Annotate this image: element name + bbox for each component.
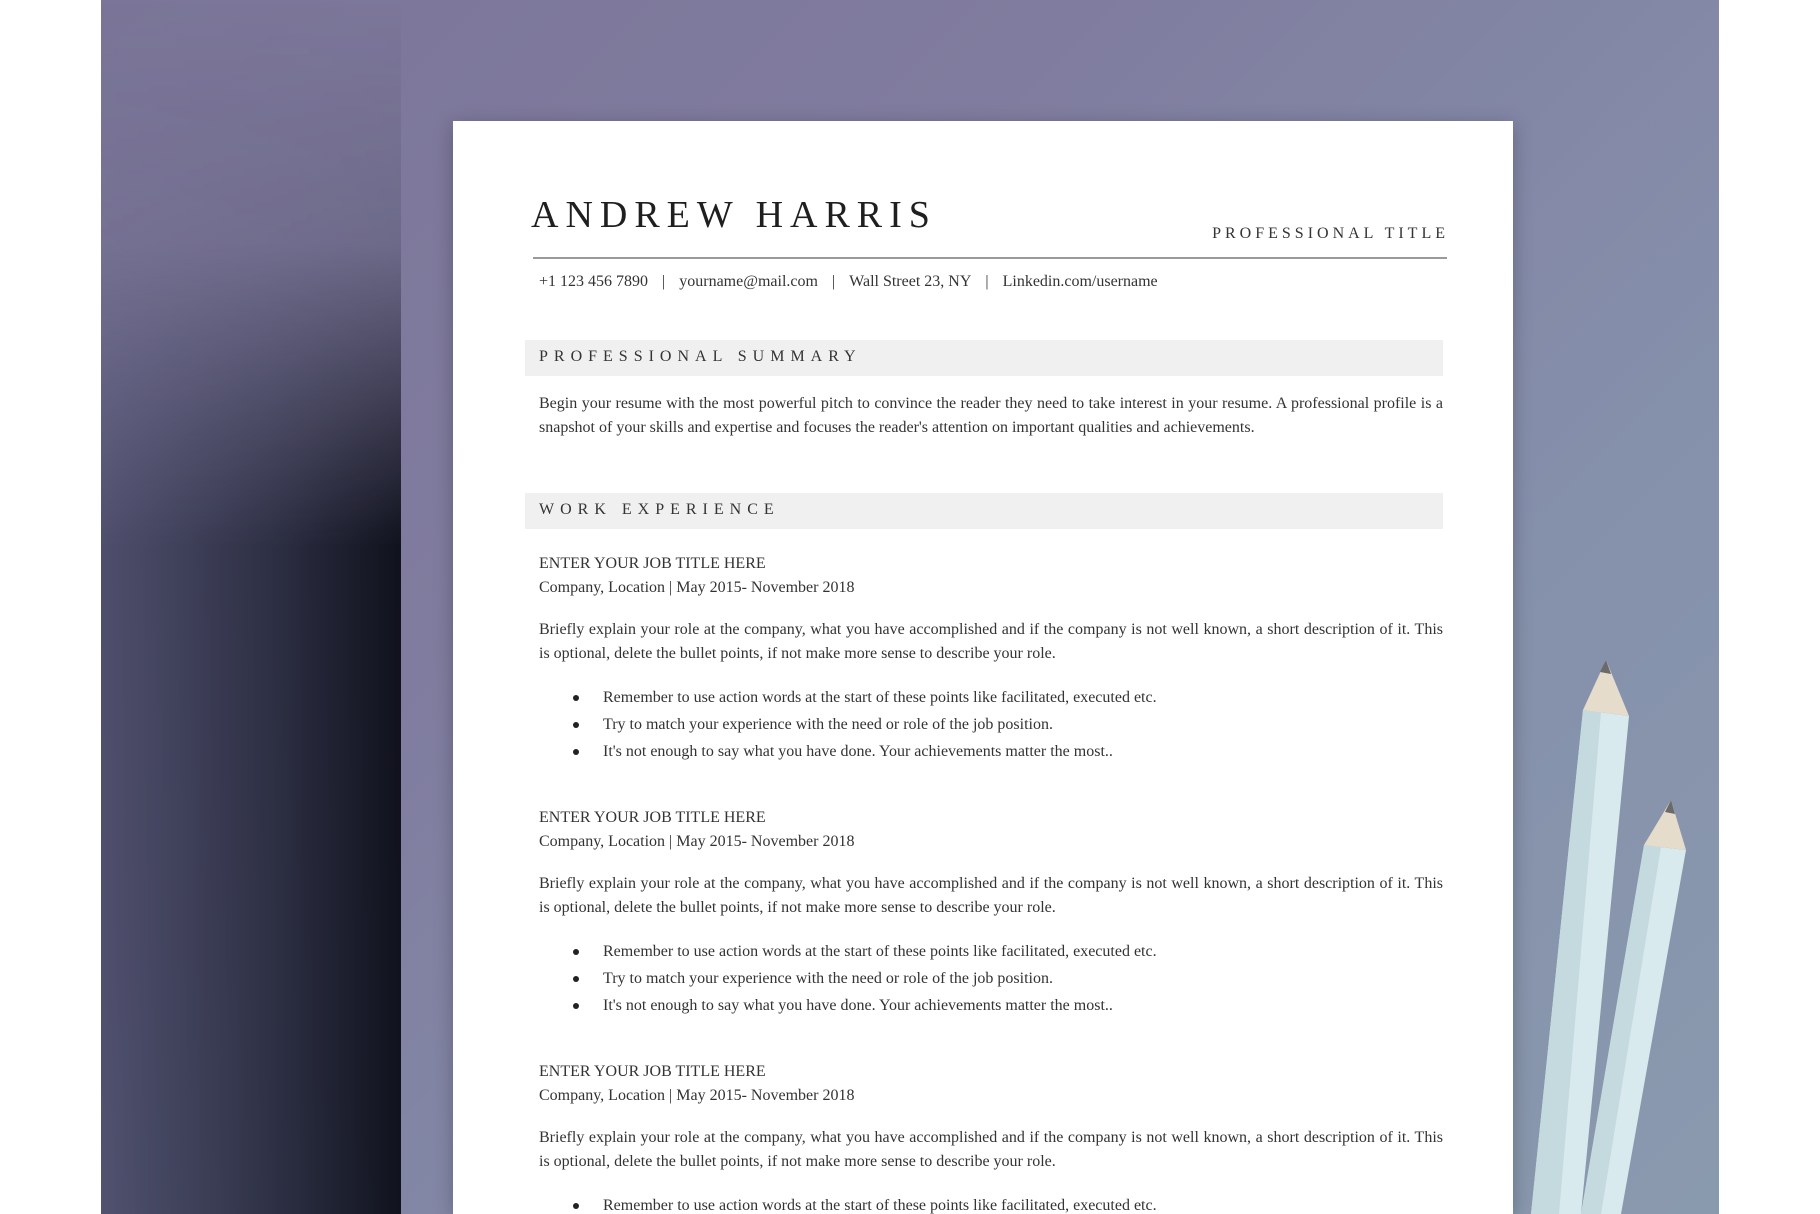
contact-email: yourname@mail.com	[679, 273, 818, 290]
job-bullet-text: Remember to use action words at the start of these points like facilitated, executed etc.	[603, 1197, 1157, 1214]
job-bullet-list	[539, 1192, 1443, 1214]
bullet-icon	[573, 949, 579, 955]
job-entry	[539, 1060, 1443, 1214]
summary-section-header	[525, 340, 1443, 376]
job-bullet	[539, 711, 1443, 738]
bullet-icon	[573, 1203, 579, 1209]
contact-separator: |	[662, 273, 666, 290]
desk-background	[101, 0, 1719, 1214]
job-bullet	[539, 738, 1443, 765]
job-title: ENTER YOUR JOB TITLE HERE	[539, 555, 766, 572]
work-heading: WORK EXPERIENCE	[539, 501, 780, 518]
candidate-name: ANDREW HARRIS	[531, 194, 937, 236]
contact-linkedin: Linkedin.com/username	[1002, 273, 1158, 290]
professional-title: PROFESSIONAL TITLE	[1212, 225, 1449, 242]
bullet-icon	[573, 976, 579, 982]
job-meta: Company, Location | May 2015- November 2018	[539, 1087, 855, 1104]
bullet-icon	[573, 722, 579, 728]
contact-line	[539, 273, 1158, 291]
resume-page	[453, 121, 1513, 1214]
bullet-icon	[573, 1003, 579, 1009]
summary-text: Begin your resume with the most powerful pitch to convince the reader they need to take interest in your resume. A professional profile is a snapshot of your skills and expertise and focuses the reader's attention on important qualities and achievements.	[539, 395, 1443, 436]
job-bullet-text: It's not enough to say what you have done. Your achievements matter the most..	[603, 997, 1113, 1014]
job-bullet-text: Remember to use action words at the start of these points like facilitated, executed etc.	[603, 689, 1157, 706]
job-bullet-text: Try to match your experience with the need or role of the job position.	[603, 970, 1053, 987]
bullet-icon	[573, 695, 579, 701]
job-title: ENTER YOUR JOB TITLE HERE	[539, 809, 766, 826]
job-entry	[539, 552, 1443, 765]
job-bullet-list	[539, 684, 1443, 765]
job-bullet	[539, 938, 1443, 965]
summary-heading: PROFESSIONAL SUMMARY	[539, 348, 862, 365]
job-description: Briefly explain your role at the company, what you have accomplished and if the company is not well known, a short description of it. This is optional, delete the bullet points, if not make more sense to describe your role.	[539, 621, 1443, 662]
job-bullet-text: It's not enough to say what you have done. Your achievements matter the most..	[603, 743, 1113, 760]
pencils-illustration	[1501, 660, 1719, 1214]
job-bullet	[539, 684, 1443, 711]
job-description: Briefly explain your role at the company, what you have accomplished and if the company is not well known, a short description of it. This is optional, delete the bullet points, if not make more sense to describe your role.	[539, 875, 1443, 916]
contact-phone: +1 123 456 7890	[539, 273, 649, 290]
job-title: ENTER YOUR JOB TITLE HERE	[539, 1063, 766, 1080]
work-section-header	[525, 493, 1443, 529]
job-bullet-text: Try to match your experience with the need or role of the job position.	[603, 716, 1053, 733]
job-bullet-list	[539, 938, 1443, 1019]
contact-separator: |	[985, 273, 989, 290]
job-description: Briefly explain your role at the company, what you have accomplished and if the company is not well known, a short description of it. This is optional, delete the bullet points, if not make more sense to describe your role.	[539, 1129, 1443, 1170]
job-meta: Company, Location | May 2015- November 2018	[539, 579, 855, 596]
shadow-overlay	[101, 0, 401, 1214]
job-bullet-text: Remember to use action words at the start of these points like facilitated, executed etc.	[603, 943, 1157, 960]
header-divider	[533, 257, 1447, 259]
contact-address: Wall Street 23, NY	[849, 273, 972, 290]
job-entry	[539, 806, 1443, 1019]
job-bullet	[539, 1192, 1443, 1214]
job-meta: Company, Location | May 2015- November 2018	[539, 833, 855, 850]
job-bullet	[539, 965, 1443, 992]
job-bullet	[539, 992, 1443, 1019]
bullet-icon	[573, 749, 579, 755]
contact-separator: |	[831, 273, 836, 290]
